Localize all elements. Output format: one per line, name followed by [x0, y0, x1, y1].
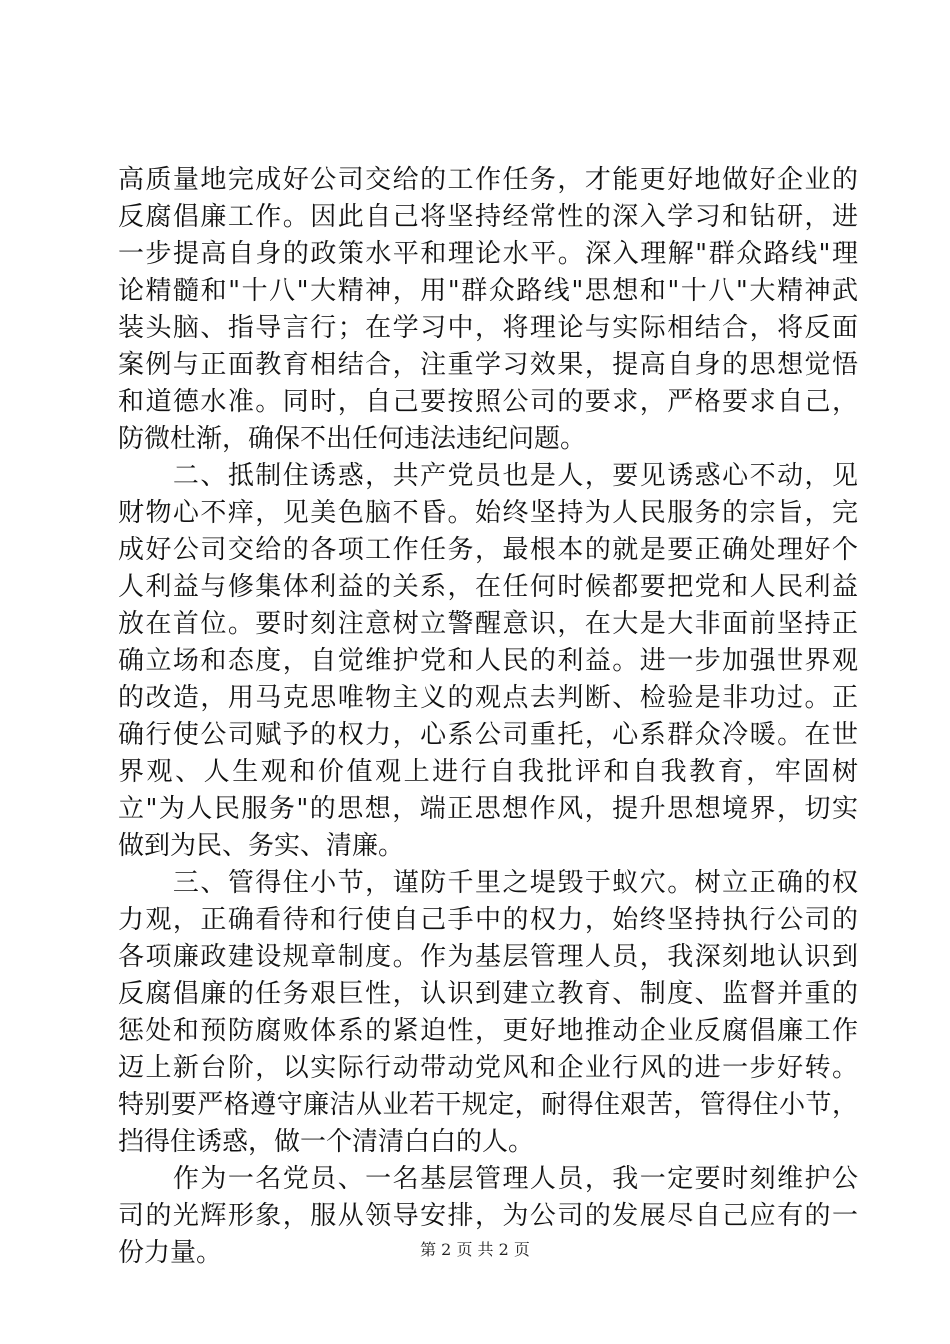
- text-line: 案例与正面教育相结合，注重学习效果，提高自身的思想觉悟: [118, 350, 858, 380]
- text-line: 特别要严格遵守廉洁从业若干规定，耐得住艰苦，管得住小节，: [118, 1090, 858, 1120]
- text-line: 论精髓和"十八"大精神，用"群众路线"思想和"十八"大精神武: [118, 276, 858, 306]
- document-body: [118, 162, 858, 1272]
- text-line: 司的光辉形象，服从领导安排，为公司的发展尽自己应有的一: [118, 1201, 858, 1231]
- text-line: 界观、人生观和价值观上进行自我批评和自我教育，牢固树: [118, 757, 858, 787]
- text-line: 份力量。: [118, 1238, 223, 1268]
- text-line: 确立场和态度，自觉维护党和人民的利益。进一步加强世界观: [118, 646, 858, 676]
- text-line: 确行使公司赋予的权力，心系公司重托，心系群众冷暖。在世: [118, 720, 858, 750]
- text-line: 做到为民、务实、清廉。: [118, 831, 405, 861]
- text-line: 迈上新台阶，以实际行动带动党风和企业行风的进一步好转。: [118, 1053, 858, 1083]
- text-line: 放在首位。要时刻注意树立警醒意识，在大是大非面前坚持正: [118, 609, 858, 639]
- text-line: 成好公司交给的各项工作任务，最根本的就是要正确处理好个: [118, 535, 858, 565]
- text-line: 立"为人民服务"的思想，端正思想作风，提升思想境界，切实: [118, 794, 858, 824]
- text-line: 防微杜渐，确保不出任何违法违纪问题。: [118, 424, 587, 454]
- text-line: 一步提高自身的政策水平和理论水平。深入理解"群众路线"理: [118, 239, 858, 269]
- text-line: 作为一名党员、一名基层管理人员，我一定要时刻维护公: [118, 1164, 858, 1194]
- text-line: 二、抵制住诱惑，共产党员也是人，要见诱惑心不动，见: [118, 461, 858, 491]
- text-line: 装头脑、指导言行；在学习中，将理论与实际相结合，将反面: [118, 313, 858, 343]
- text-line: 反腐倡廉的任务艰巨性，认识到建立教育、制度、监督并重的: [118, 979, 858, 1009]
- text-line: 和道德水准。同时，自己要按照公司的要求，严格要求自己，: [118, 387, 858, 417]
- text-line: 力观，正确看待和行使自己手中的权力，始终坚持执行公司的: [118, 905, 858, 935]
- text-line: 三、管得住小节，谨防千里之堤毁于蚁穴。树立正确的权: [118, 868, 858, 898]
- text-line: 高质量地完成好公司交给的工作任务，才能更好地做好企业的: [118, 165, 858, 195]
- text-line: 反腐倡廉工作。因此自己将坚持经常性的深入学习和钻研，进: [118, 202, 858, 232]
- text-line: 惩处和预防腐败体系的紧迫性，更好地推动企业反腐倡廉工作: [118, 1016, 858, 1046]
- text-line: 财物心不痒，见美色脑不昏。始终坚持为人民服务的宗旨，完: [118, 498, 858, 528]
- text-line: 挡得住诱惑，做一个清清白白的人。: [118, 1127, 535, 1157]
- text-line: 人利益与修集体利益的关系，在任何时候都要把党和人民利益: [118, 572, 858, 602]
- text-line: 的改造，用马克思唯物主义的观点去判断、检验是非功过。正: [118, 683, 858, 713]
- page-footer: 第 2 页 共 2 页: [420, 1240, 530, 1259]
- text-line: 各项廉政建设规章制度。作为基层管理人员，我深刻地认识到: [118, 942, 858, 972]
